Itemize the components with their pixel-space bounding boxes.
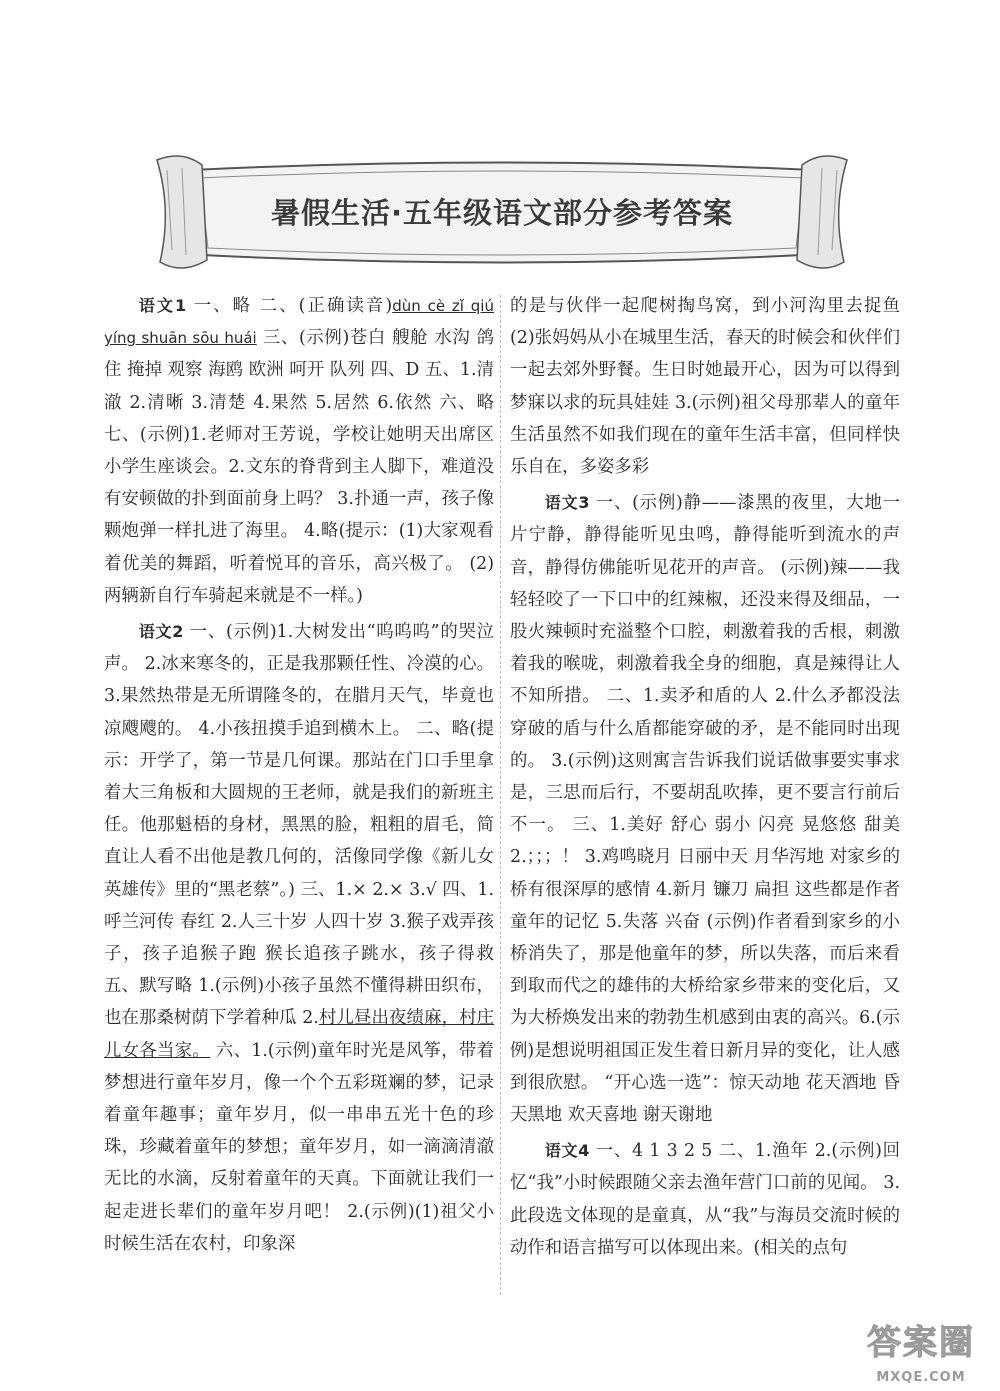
watermark-logo: 答案圈 bbox=[867, 1323, 975, 1363]
section-label: 语文1 bbox=[138, 296, 187, 315]
answer-block-1 bbox=[104, 290, 494, 612]
pinyin-answers: dùn cè zǐ qiú yíng shuān sōu huái bbox=[104, 297, 494, 348]
answer-block-4 bbox=[510, 1135, 900, 1264]
left-column bbox=[104, 290, 494, 1260]
watermark-url: MXQE.COM bbox=[876, 1370, 966, 1385]
answer-text: 一、(示例)静——漆黑的夜里，大地一片宁静，静得能听见虫鸣，静得能听到流水的声音，静得仿佛能听见花开的声音。 (示例)辣——我轻轻咬了一下口中的红辣椒，还没来得及细品，一股火辣顿时充溢整个口腔，刺激着我的舌根，刺激着我的喉咙，刺激着我全身的细胞，真是辣得让人不知所措。 二、1.卖矛和盾的人 2.什么矛都没法穿破的盾与什么盾都能穿破的矛，是不能同时出现的。 3.(示例)这则寓言告诉我们说话做事要实事求是，三思而后行，不要胡乱吹捧，更不要言行前后不一。 三、1.美好 舒心 弱小 闪亮 晃悠悠 甜美 2.；；；！ 3.鸡鸣晓月 日丽中天 月华泻地 对家乡的桥有很深厚的感情 4.新月 镰刀 扁担 这些都是作者童年的记忆 5.失落 兴奋 (示例)作者看到家乡的小桥消失了，那是他童年的梦，所以失落，而后来看到取而代之的雄伟的大桥给家乡带来的变化后，又为大桥焕发出来的勃勃生机感到由衷的高兴。6.(示例)是想说明祖国正发生着日新月异的变化，让人感到很欣慰。 “开心选一选”：惊天动地 花天酒地 昏天黑地 欢天喜地 谢天谢地 bbox=[510, 493, 900, 1126]
answer-text: 的是与伙伴一起爬树掏鸟窝，到小河沟里去捉鱼 (2)张妈妈从小在城里生活，春天的时候会和伙伴们一起去郊外野餐。生日时她最开心，因为可以得到梦寐以求的玩具娃娃 3.(示例)祖父母那辈人的童年生活虽然不如我们现在的童年生活丰富，但同样快乐自在，多姿多彩 bbox=[510, 296, 900, 478]
answer-text: 一、4 1 3 2 5 二、1.渔年 2.(示例)回忆“我”小时候跟随父亲去渔年营门口前的见闻。 3.此段选文体现的是童真，从“我”与海员交流时候的动作和语言描写可以体现出来。(相关的点句 bbox=[510, 1141, 901, 1258]
right-column bbox=[510, 290, 900, 1264]
site-watermark bbox=[846, 1315, 996, 1385]
answer-text: 六、1.(示例)童年时光是风筝，带着梦想进行童年岁月，像一个个五彩斑斓的梦，记录着童年趣事；童年岁月，似一串串五光十色的珍珠，珍藏着童年的梦想；童年岁月，如一滴滴清澈无比的水滴，反射着童年的天真。下面就让我们一起走进长辈们的童年岁月吧！ 2.(示例)(1)祖父小时候生活在农村，印象深 bbox=[104, 1040, 494, 1254]
title-banner bbox=[152, 150, 852, 275]
answer-text: 三、(示例)苍白 艘舱 水沟 鸽住 掩掉 观察 海鸥 欧洲 呵开 队列 四、D 五、1.清澈 2.清晰 3.清楚 4.果然 5.居然 6.依然 六、略 七、(示例)1.老师对王芳说，学校让她明天出席区小学生座谈会。2.文东的脊背到主人脚下，难道没有安顿做的扑到面前身上吗？ 3.扑通一声，孩子像颗炮弹一样扎进了海里。 4.略(提示：(1)大家观看着优美的舞蹈，听着悦耳的音乐，高兴极了。 (2)两辆新自行车骑起来就是不一样。) bbox=[104, 328, 495, 606]
section-label: 语文2 bbox=[138, 622, 184, 642]
section-label: 语文4 bbox=[544, 1141, 590, 1161]
column-divider bbox=[500, 295, 501, 1295]
answer-block-continued bbox=[510, 290, 900, 483]
answer-text: 一、略 二、(正确读音) bbox=[193, 296, 393, 316]
answer-block-2 bbox=[104, 616, 494, 1260]
page-title: 暑假生活·五年级语文部分参考答案 bbox=[270, 196, 734, 230]
section-label: 语文3 bbox=[544, 493, 590, 513]
answer-text: 一、(示例)1.大树发出“呜呜呜”的哭泣声。 2.冰来寒冬的，正是我那颗任性、冷漠的心。3.果然热带是无所谓隆冬的，在腊月天气，毕竟也凉飕飕的。 4.小孩扭摸手追到横木上。 二、略(提示：开学了，第一节是几何课。那站在门口手里拿着大三角板和大圆规的王老师，就是我们的新班主任。他那魁梧的身材，黑黑的脸，粗粗的眉毛，简直让人看不出他是教几何的，活像同学像《新儿女英雄传》里的“黑老蔡”。) 三、1.× 2.× 3.√ 四、1.呼兰河传 春红 2.人三十岁 人四十岁 3.猴子戏弄孩子，孩子追猴子跑 猴长追孩子跳水，孩子得救 五、默写略 1.(示例)小孩子虽然不懂得耕田织布，也在那桑树荫下学着种瓜 2. bbox=[104, 622, 495, 1029]
answer-block-3 bbox=[510, 487, 900, 1131]
underlined-poem-line: 村儿昼出夜绩麻，村庄儿女各当家。 bbox=[104, 1008, 494, 1061]
